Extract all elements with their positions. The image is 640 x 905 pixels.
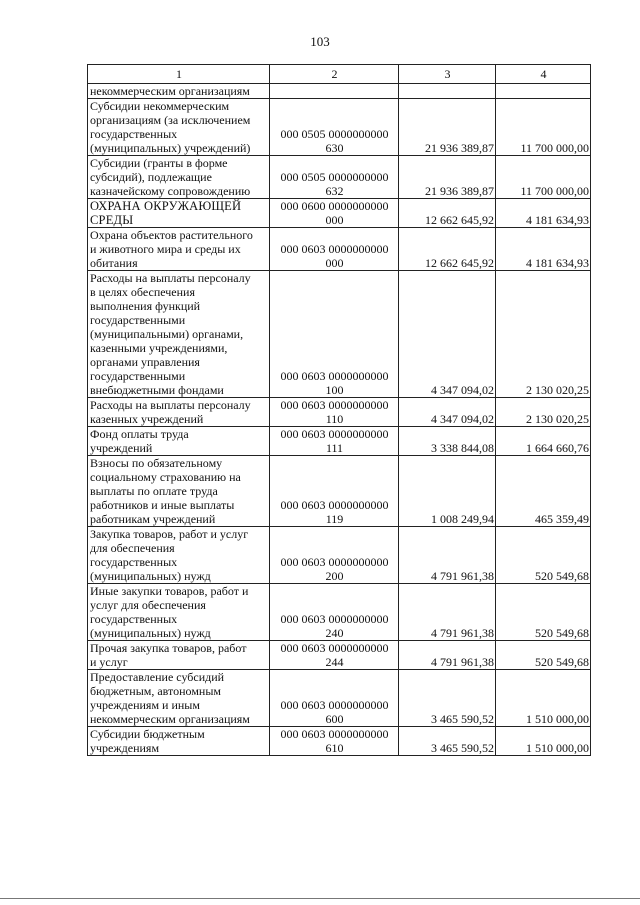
row-value-col3: 12 662 645,92 [399, 228, 496, 271]
row-code-cell: 000 0603 0000000000 244 [270, 641, 399, 670]
table-row [88, 84, 591, 99]
row-value-col4: 11 700 000,00 [496, 99, 591, 156]
row-value-col3: 3 338 844,08 [399, 427, 496, 456]
header-col-1: 1 [88, 65, 270, 84]
table-row [88, 99, 591, 156]
row-value-col3: 4 347 094,02 [399, 271, 496, 398]
row-code-cell [270, 84, 399, 99]
row-name-cell: Закупка товаров, работ и услуг для обеспечения государственных (муниципальных) нужд [88, 527, 270, 584]
row-value-col3: 4 791 961,38 [399, 641, 496, 670]
row-value-col4: 2 130 020,25 [496, 271, 591, 398]
table-row [88, 456, 591, 527]
row-value-col4: 520 549,68 [496, 641, 591, 670]
row-value-col4: 4 181 634,93 [496, 199, 591, 228]
table-row [88, 427, 591, 456]
row-code-cell: 000 0505 0000000000 630 [270, 99, 399, 156]
row-name-cell: Прочая закупка товаров, работ и услуг [88, 641, 270, 670]
table-body [88, 84, 591, 756]
table-row [88, 584, 591, 641]
row-value-col3: 1 008 249,94 [399, 456, 496, 527]
row-name-cell: Иные закупки товаров, работ и услуг для обеспечения государственных (муниципальных) нужд [88, 584, 270, 641]
row-value-col3: 3 465 590,52 [399, 670, 496, 727]
row-value-col4: 4 181 634,93 [496, 228, 591, 271]
row-code-cell: 000 0603 0000000000 100 [270, 271, 399, 398]
row-name-cell: Расходы на выплаты персоналу в целях обеспечения выполнения функций государственными (муниципальными) органами, казенными учреждениями, органами управления государственными внебюджетными фондами [88, 271, 270, 398]
row-value-col3: 3 465 590,52 [399, 727, 496, 756]
page-edge-line [0, 898, 640, 899]
row-code-cell: 000 0603 0000000000 200 [270, 527, 399, 584]
table-row [88, 156, 591, 199]
row-value-col4: 11 700 000,00 [496, 156, 591, 199]
table-row [88, 271, 591, 398]
row-name-cell: Фонд оплаты труда учреждений [88, 427, 270, 456]
header-col-4: 4 [496, 65, 591, 84]
row-name-cell: некоммерческим организациям [88, 84, 270, 99]
row-code-cell: 000 0603 0000000000 119 [270, 456, 399, 527]
table-row [88, 641, 591, 670]
row-value-col3: 4 347 094,02 [399, 398, 496, 427]
row-name-cell: Субсидии некоммерческим организациям (за исключением государственных (муниципальных) учреждений) [88, 99, 270, 156]
page-number: 103 [310, 34, 330, 49]
row-name-cell: Субсидии бюджетным учреждениям [88, 727, 270, 756]
row-code-cell: 000 0603 0000000000 000 [270, 228, 399, 271]
table-row [88, 398, 591, 427]
header-col-2: 2 [270, 65, 399, 84]
row-value-col4: 2 130 020,25 [496, 398, 591, 427]
row-value-col3: 4 791 961,38 [399, 527, 496, 584]
row-value-col3: 12 662 645,92 [399, 199, 496, 228]
row-value-col4: 520 549,68 [496, 584, 591, 641]
row-value-col3: 21 936 389,87 [399, 99, 496, 156]
row-value-col4 [496, 84, 591, 99]
row-value-col3: 4 791 961,38 [399, 584, 496, 641]
row-value-col3 [399, 84, 496, 99]
table-header [88, 65, 591, 84]
row-name-cell: Предоставление субсидий бюджетным, автономным учреждениям и иным некоммерческим организациям [88, 670, 270, 727]
row-value-col3: 21 936 389,87 [399, 156, 496, 199]
table-row [88, 228, 591, 271]
row-code-cell: 000 0603 0000000000 600 [270, 670, 399, 727]
row-value-col4: 1 510 000,00 [496, 727, 591, 756]
row-code-cell: 000 0505 0000000000 632 [270, 156, 399, 199]
row-code-cell: 000 0603 0000000000 240 [270, 584, 399, 641]
row-value-col4: 520 549,68 [496, 527, 591, 584]
row-code-cell: 000 0603 0000000000 110 [270, 398, 399, 427]
budget-table [87, 64, 591, 756]
row-name-cell: Взносы по обязательному социальному страхованию на выплаты по оплате труда работников и иные выплаты работникам учреждений [88, 456, 270, 527]
table-row [88, 527, 591, 584]
row-code-cell: 000 0600 0000000000 000 [270, 199, 399, 228]
row-name-cell: Охрана объектов растительного и животного мира и среды их обитания [88, 228, 270, 271]
row-code-cell: 000 0603 0000000000 111 [270, 427, 399, 456]
row-name-cell: ОХРАНА ОКРУЖАЮЩЕЙ СРЕДЫ [88, 199, 270, 228]
row-code-cell: 000 0603 0000000000 610 [270, 727, 399, 756]
table-row [88, 670, 591, 727]
table-row [88, 199, 591, 228]
row-name-cell: Субсидии (гранты в форме субсидий), подлежащие казначейскому сопровождению [88, 156, 270, 199]
row-name-cell: Расходы на выплаты персоналу казенных учреждений [88, 398, 270, 427]
table-row [88, 727, 591, 756]
header-col-3: 3 [399, 65, 496, 84]
row-value-col4: 1 510 000,00 [496, 670, 591, 727]
row-value-col4: 1 664 660,76 [496, 427, 591, 456]
row-value-col4: 465 359,49 [496, 456, 591, 527]
